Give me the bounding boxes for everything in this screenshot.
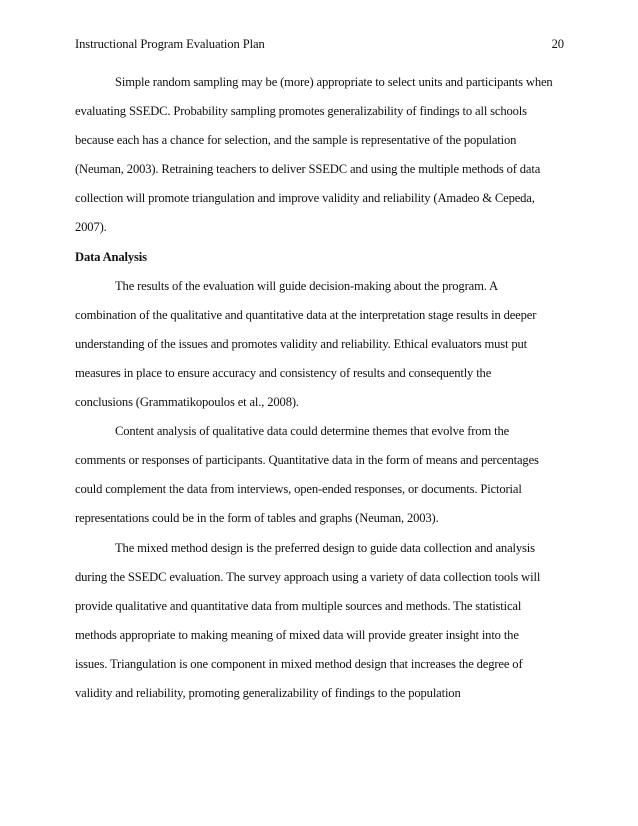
paragraph-line: issues. Triangulation is one component in mixed method design that increases the degree of bbox=[75, 656, 523, 671]
running-head bbox=[75, 37, 564, 52]
paragraph-line: validity and reliability, promoting generalizability of findings to the population bbox=[75, 685, 461, 700]
paragraph-line: 2007). bbox=[75, 220, 107, 235]
paragraph-line: collection will promote triangulation and improve validity and reliability (Amadeo & Cepeda, bbox=[75, 191, 535, 206]
paragraph-line: conclusions (Grammatikopoulos et al., 2008). bbox=[75, 395, 299, 410]
paragraph-line: The mixed method design is the preferred design to guide data collection and analysis bbox=[115, 540, 535, 555]
paragraph-line: comments or responses of participants. Quantitative data in the form of means and percentages bbox=[75, 453, 539, 468]
paragraph-line: understanding of the issues and promotes validity and reliability. Ethical evaluators must put bbox=[75, 336, 528, 351]
paragraph-line: during the SSEDC evaluation. The survey approach using a variety of data collection tools will bbox=[75, 569, 541, 584]
page-number: 20 bbox=[551, 37, 564, 51]
paragraph-line: evaluating SSEDC. Probability sampling promotes generalizability of findings to all schools bbox=[75, 104, 527, 119]
paragraph-line: combination of the qualitative and quantitative data at the interpretation stage results in deeper bbox=[75, 307, 537, 322]
paragraph-line: Content analysis of qualitative data could determine themes that evolve from the bbox=[115, 424, 510, 439]
paragraph-line: because each has a chance for selection, and the sample is representative of the population bbox=[75, 133, 517, 148]
paragraph-line: could complement the data from interviews, open-ended responses, or documents. Pictorial bbox=[75, 482, 522, 497]
section-heading: Data Analysis bbox=[75, 249, 147, 264]
paragraph-line: (Neuman, 2003). Retraining teachers to deliver SSEDC and using the multiple methods of data bbox=[75, 162, 541, 177]
paragraph-line: The results of the evaluation will guide decision-making about the program. A bbox=[115, 278, 498, 293]
paragraph-line: representations could be in the form of tables and graphs (Neuman, 2003). bbox=[75, 511, 439, 526]
paragraph-line: methods appropriate to making meaning of mixed data will provide greater insight into the bbox=[75, 627, 519, 642]
running-head-title: Instructional Program Evaluation Plan bbox=[75, 37, 265, 51]
paragraph-line: measures in place to ensure accuracy and consistency of results and consequently the bbox=[75, 365, 492, 380]
paragraph-line: Simple random sampling may be (more) appropriate to select units and participants when bbox=[115, 75, 553, 89]
body-text bbox=[75, 68, 565, 708]
paragraph-line: provide qualitative and quantitative data from multiple sources and methods. The statistical bbox=[75, 598, 522, 613]
